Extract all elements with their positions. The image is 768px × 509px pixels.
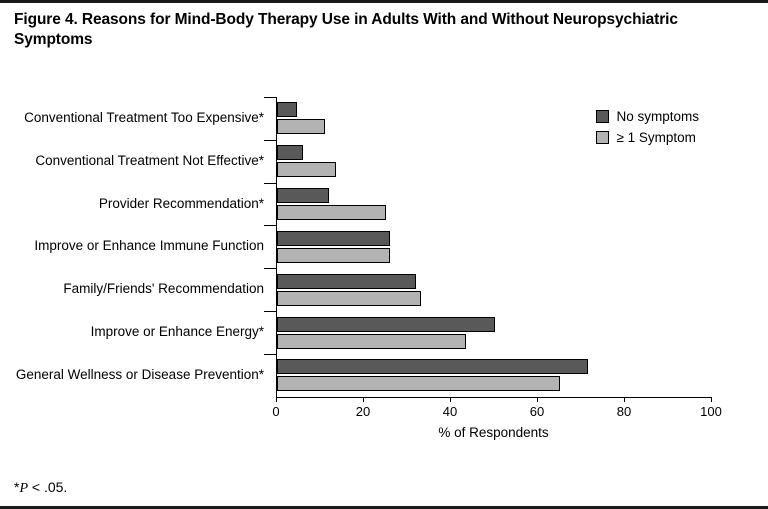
category-label: Conventional Treatment Not Effective*: [35, 152, 264, 168]
bar-no-symptoms: [277, 317, 495, 332]
bar-no-symptoms: [277, 188, 329, 203]
bar-one-or-more-symptom: [277, 248, 390, 263]
category-label: Improve or Enhance Immune Function: [34, 238, 264, 254]
bar-no-symptoms: [277, 359, 588, 374]
category-separator: [264, 97, 276, 98]
bar-no-symptoms: [277, 102, 297, 117]
bar-no-symptoms: [277, 274, 416, 289]
category-separator: [264, 140, 276, 141]
bar-one-or-more-symptom: [277, 119, 325, 134]
x-axis-tick: [537, 397, 538, 402]
category-label: General Wellness or Disease Prevention*: [15, 366, 264, 382]
figure-title: Figure 4. Reasons for Mind-Body Therapy Use in Adults With and Without Neuropsychiatric Symptoms: [14, 11, 678, 49]
bar-one-or-more-symptom: [277, 376, 560, 391]
x-axis-tick-label: 80: [616, 403, 632, 419]
bar-no-symptoms: [277, 231, 390, 246]
y-axis-line: [276, 97, 277, 397]
footnote-p-italic: P: [19, 481, 29, 496]
category-separator: [264, 268, 276, 269]
plot-area: [14, 57, 754, 457]
bar-no-symptoms: [277, 145, 303, 160]
x-axis-tick-label: 20: [355, 403, 371, 419]
footnote-asterisk: *: [14, 479, 20, 495]
top-rule: [0, 0, 768, 3]
chart: [14, 97, 754, 440]
x-axis-tick-label: 100: [700, 403, 722, 419]
legend-label-no-symptoms: No symptoms: [616, 108, 699, 124]
x-axis-tick: [624, 397, 625, 402]
category-separator: [264, 311, 276, 312]
category-label: Improve or Enhance Energy*: [90, 324, 264, 340]
bar-one-or-more-symptom: [277, 334, 466, 349]
category-label: Provider Recommendation*: [98, 195, 264, 211]
bars-region: [272, 97, 722, 419]
x-axis-line: [276, 397, 711, 398]
x-axis-tick: [276, 397, 277, 402]
bar-one-or-more-symptom: [277, 291, 421, 306]
x-axis-tick-label: 0: [272, 403, 280, 419]
bar-one-or-more-symptom: [277, 205, 386, 220]
figure-footnote: [14, 479, 67, 497]
legend-label-one-or-more-symptom: ≥ 1 Symptom: [616, 129, 696, 145]
category-separator: [264, 225, 276, 226]
category-separator: [264, 183, 276, 184]
category-axis-labels: [14, 97, 272, 397]
x-axis-tick-label: 60: [529, 403, 545, 419]
x-axis-tick-label: 40: [442, 403, 458, 419]
category-label: Conventional Treatment Too Expensive*: [24, 109, 264, 125]
x-axis-tick: [363, 397, 364, 402]
x-axis-title: % of Respondents: [438, 424, 549, 440]
x-axis-tick: [711, 397, 712, 402]
x-axis-tick: [450, 397, 451, 402]
footnote-text: < .05.: [28, 479, 68, 495]
category-label: Family/Friends' Recommendation: [63, 281, 264, 297]
bar-one-or-more-symptom: [277, 162, 336, 177]
category-separator: [264, 354, 276, 355]
